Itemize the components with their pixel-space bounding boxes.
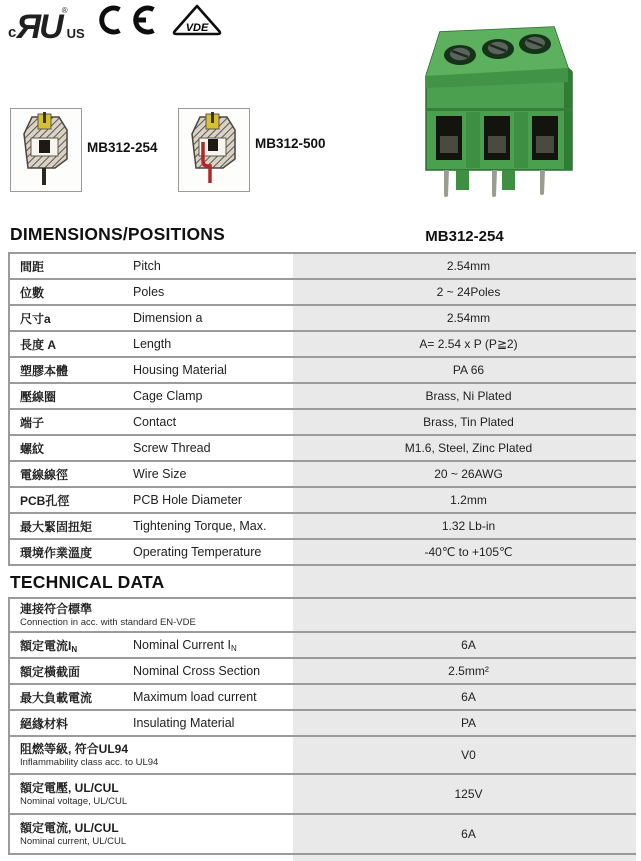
section-title-technical: TECHNICAL DATA (10, 572, 165, 592)
table-row (10, 514, 636, 540)
row-label-en: Screw Thread (133, 441, 211, 455)
row-label-en: Maximum load current (133, 690, 257, 704)
table-row (10, 254, 636, 280)
row-value: 6A (461, 638, 476, 652)
row-label-en: PCB Hole Diameter (133, 493, 243, 507)
row-label-en: Insulating Material (133, 716, 235, 730)
table-row (10, 280, 636, 306)
row-label-en: Contact (133, 415, 177, 429)
ul-us-suffix: US (66, 26, 85, 41)
row-label-zh: 額定電流, UL/CUL (20, 820, 119, 835)
row-label-zh: 間距 (20, 259, 45, 274)
ul-recognized-icon: ЯU (16, 7, 62, 46)
table-row (10, 737, 636, 775)
ul-canada-prefix: c (8, 24, 17, 41)
row-value: Brass, Ni Plated (425, 389, 512, 403)
model-number: MB312-254 (425, 228, 504, 245)
row-label-en: Nominal Cross Section (133, 664, 261, 678)
table-row (10, 410, 636, 436)
table-row (10, 384, 636, 410)
vde-label: VDE (185, 22, 208, 34)
table-row (10, 306, 636, 332)
row-value: 20 ~ 26AWG (434, 467, 503, 481)
row-label-zh: 額定橫截面 (20, 664, 81, 679)
table-row (10, 633, 636, 659)
technical-table (8, 597, 636, 855)
row-label-zh: 連接符合標準 (20, 601, 93, 616)
product-diagram-label: MB312-254 (87, 140, 158, 155)
row-value: 2.54mm (446, 259, 491, 273)
row-value: 6A (461, 827, 476, 841)
row-value: 6A (461, 690, 476, 704)
registered-trademark-icon: ® (61, 6, 68, 15)
section-title-dimensions: DIMENSIONS/POSITIONS (10, 224, 225, 244)
row-label-en: Tightening Torque, Max. (133, 519, 267, 533)
product-diagram-mb312-254 (10, 108, 82, 192)
row-label-en: Operating Temperature (133, 545, 262, 559)
product-diagram-label: MB312-500 (255, 136, 326, 151)
row-label-zh: PCB孔徑 (20, 493, 70, 508)
table-row (10, 436, 636, 462)
row-label-en: Length (133, 337, 172, 351)
subscript: N (71, 644, 78, 654)
row-value: 1.32 Lb-in (441, 519, 496, 533)
table-row (10, 358, 636, 384)
row-label-zh: 最大緊固扭矩 (20, 519, 93, 534)
row-label-zh: 長度 A (20, 337, 57, 352)
table-row (10, 332, 636, 358)
row-label-zh: 壓線圈 (20, 389, 57, 404)
row-value: -40℃ to +105℃ (424, 545, 513, 559)
row-label-zh: 端子 (20, 415, 45, 430)
row-label-en: Nominal voltage, UL/CUL (20, 795, 128, 807)
vde-mark-icon (171, 3, 223, 42)
row-value: Brass, Tin Plated (423, 415, 514, 429)
row-value: 2 ~ 24Poles (436, 285, 501, 299)
row-label-zh: 額定電壓, UL/CUL (20, 780, 119, 795)
row-label-zh: 尺寸a (20, 311, 51, 326)
table-row (10, 711, 636, 737)
row-label-en: Inflammability class acc. to UL94 (20, 756, 159, 768)
table-row (10, 775, 636, 815)
row-label-zh: 阻燃等級, 符合UL94 (20, 741, 129, 756)
row-label-en: Nominal Current $I_N$ (133, 637, 237, 653)
row-value: 2.5mm² (448, 664, 489, 678)
row-label-zh: 電線線徑 (20, 467, 69, 482)
subscript: N (230, 643, 237, 653)
dimensions-table (8, 252, 636, 566)
row-value: 2.54mm (446, 311, 491, 325)
row-value: PA (460, 716, 477, 730)
row-label-stack (10, 821, 301, 848)
table-row (10, 488, 636, 514)
row-label-en: Pitch (133, 259, 161, 273)
certification-row (8, 4, 223, 46)
table-row (10, 540, 636, 566)
table-row (10, 599, 636, 633)
row-value: 1.2mm (450, 493, 487, 507)
product-photo-terminal-block (398, 20, 612, 213)
row-label-en: Housing Material (133, 363, 227, 377)
row-value: PA 66 (452, 363, 485, 377)
row-label-zh: 塑膠本體 (20, 363, 69, 378)
row-value: 125V (454, 787, 483, 801)
table-row (10, 815, 636, 855)
row-label-zh: 環境作業溫度 (20, 545, 93, 560)
row-label-stack (10, 781, 301, 808)
row-label-zh: 絕緣材料 (20, 716, 69, 731)
product-diagram-mb312-500 (178, 108, 250, 192)
table-row (10, 462, 636, 488)
ce-mark-icon (97, 5, 161, 40)
row-label-en: Connection in acc. with standard EN-VDE (20, 616, 196, 628)
table-row (10, 685, 636, 711)
table-row (10, 659, 636, 685)
row-label-zh: 額定電流$I_N$ (20, 638, 78, 654)
row-label-zh: 螺紋 (20, 441, 45, 456)
row-label-zh: 最大負載電流 (20, 690, 93, 705)
row-label-zh: 位數 (20, 285, 45, 300)
row-value: M1.6, Steel, Zinc Plated (404, 441, 533, 455)
row-label-en: Wire Size (133, 467, 187, 481)
row-label-stack (10, 602, 301, 629)
row-label-stack (10, 742, 301, 769)
row-value: V0 (461, 748, 476, 762)
row-label-en: Nominal current, UL/CUL (20, 835, 127, 847)
row-value: A= 2.54 x P (P≧2) (419, 337, 518, 351)
row-label-en: Poles (133, 285, 165, 299)
row-label-en: Dimension a (133, 311, 203, 325)
row-label-en: Cage Clamp (133, 389, 203, 403)
